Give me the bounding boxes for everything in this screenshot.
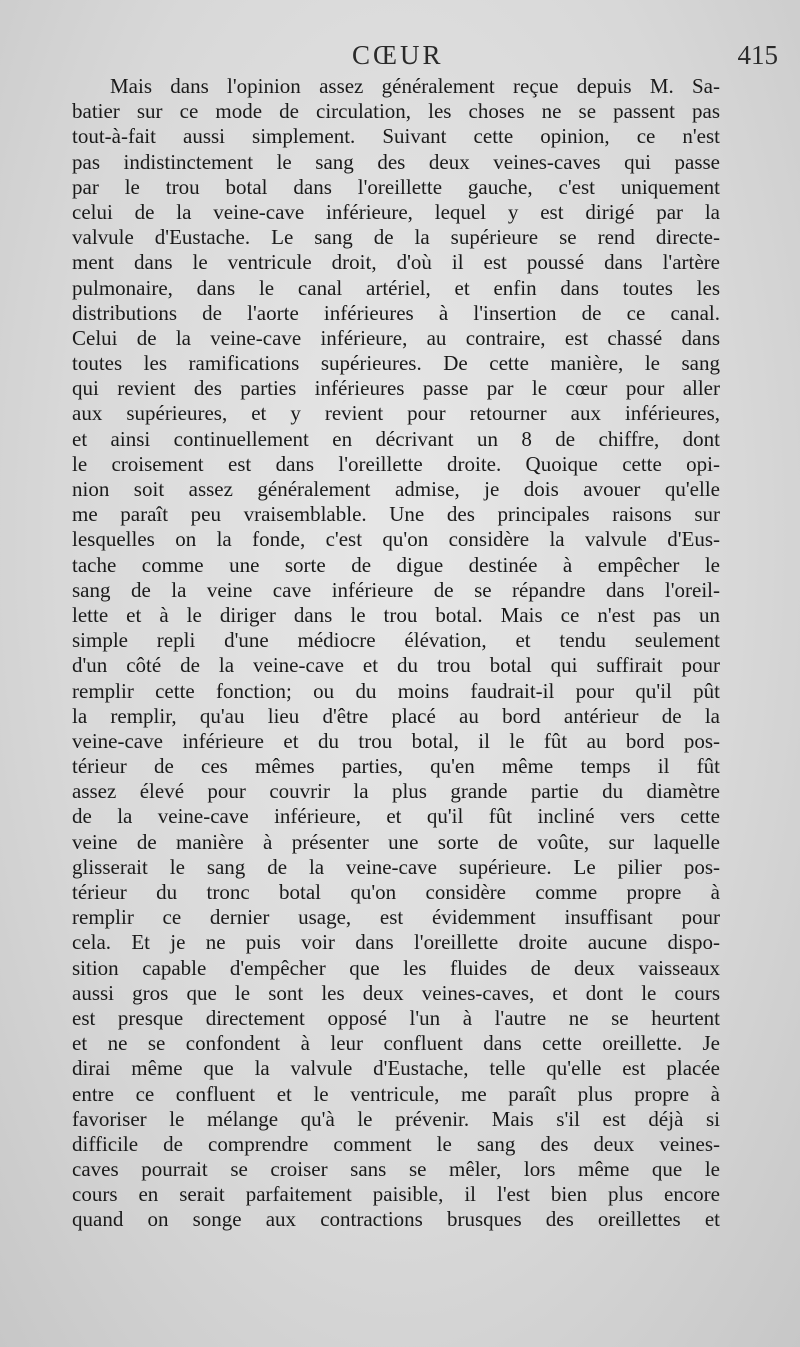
text-line: et ne se confondent à leur confluent dans cette oreillette. Je <box>72 1031 720 1056</box>
text-line: aux supérieures, et y revient pour retourner aux inférieures, <box>72 401 720 426</box>
text-line: pulmonaire, dans le canal artériel, et enfin dans toutes les <box>72 275 720 300</box>
page-header <box>0 40 800 76</box>
text-line: Mais dans l'opinion assez généralement reçue depuis M. Sa- <box>110 74 720 98</box>
running-title: CŒUR <box>352 40 444 70</box>
text-line: ment dans le ventricule droit, d'où il est poussé dans l'artère <box>72 250 720 275</box>
text-line: cours en serait parfaitement paisible, il l'est bien plus encore <box>72 1182 720 1207</box>
text-line: sang de la veine cave inférieure de se répandre dans l'oreil- <box>72 577 720 602</box>
text-line: tache comme une sorte de digue destinée à empêcher le <box>72 552 720 577</box>
text-line: nion soit assez généralement admise, je dois avouer qu'elle <box>72 477 720 501</box>
text-line: toutes les ramifications supérieures. De cette manière, le sang <box>72 351 720 376</box>
page-number: 415 <box>737 40 778 70</box>
text-line: Celui de la veine-cave inférieure, au contraire, est chassé dans <box>72 325 720 350</box>
text-line: cela. Et je ne puis voir dans l'oreillette droite aucune dispo- <box>72 930 720 955</box>
text-line: me paraît peu vraisemblable. Une des principales raisons sur <box>72 502 720 527</box>
text-line: dirai même que la valvule d'Eustache, telle qu'elle est placée <box>72 1056 720 1081</box>
text-line: entre ce confluent et le ventricule, me paraît plus propre à <box>72 1081 720 1106</box>
text-line: lesquelles on la fonde, c'est qu'on considère la valvule d'Eus- <box>72 527 720 552</box>
text-line: et ainsi continuellement en décrivant un 8 de chiffre, dont <box>72 426 720 451</box>
text-line: batier sur ce mode de circulation, les choses ne se passent pas <box>72 99 720 124</box>
text-line: favoriser le mélange qu'à le prévenir. Mais s'il est déjà si <box>72 1106 720 1131</box>
text-line: la remplir, qu'au lieu d'être placé au bord antérieur de la <box>72 703 720 728</box>
text-line: valvule d'Eustache. Le sang de la supérieure se rend directe- <box>72 225 720 250</box>
text-line: par le trou botal dans l'oreillette gauche, c'est uniquement <box>72 174 720 199</box>
text-line: tout-à-fait aussi simplement. Suivant cette opinion, ce n'est <box>72 124 720 149</box>
text-line: aussi gros que le sont les deux veines-caves, et dont le cours <box>72 980 720 1005</box>
text-line: lette et à le diriger dans le trou botal. Mais ce n'est pas un <box>72 602 720 627</box>
text-line: difficile de comprendre comment le sang des deux veines- <box>72 1131 720 1156</box>
text-line: veine-cave inférieure et du trou botal, il le fût au bord pos- <box>72 728 720 753</box>
text-line: pas indistinctement le sang des deux veines-caves qui passe <box>72 149 720 174</box>
text-line: sition capable d'empêcher que les fluides de deux vaisseaux <box>72 955 720 980</box>
text-line: glisserait le sang de la veine-cave supérieure. Le pilier pos- <box>72 854 720 879</box>
text-line: celui de la veine-cave inférieure, lequel y est dirigé par la <box>72 199 720 224</box>
text-line: est presque directement opposé l'un à l'autre ne se heurtent <box>72 1005 720 1030</box>
text-line: quand on songe aux contractions brusques des oreillettes et <box>72 1207 720 1232</box>
text-line: térieur du tronc botal qu'on considère comme propre à <box>72 880 720 904</box>
text-line: remplir ce dernier usage, est évidemment insuffisant pour <box>72 905 720 930</box>
text-line: térieur de ces mêmes parties, qu'en même temps il fût <box>72 754 720 779</box>
text-line: distributions de l'aorte inférieures à l'insertion de ce canal. <box>72 300 720 325</box>
text-line: d'un côté de la veine-cave et du trou botal qui suffirait pour <box>72 653 720 678</box>
text-line: de la veine-cave inférieure, et qu'il fût incliné vers cette <box>72 804 720 829</box>
text-line: remplir cette fonction; ou du moins faudrait-il pour qu'il pût <box>72 678 720 703</box>
text-line: veine de manière à présenter une sorte de voûte, sur laquelle <box>72 829 720 854</box>
text-line: simple repli d'une médiocre élévation, et tendu seulement <box>72 628 720 653</box>
text-line: caves pourrait se croiser sans se mêler, lors même que le <box>72 1157 720 1182</box>
body-paragraph <box>72 74 720 1233</box>
text-line: qui revient des parties inférieures passe par le cœur pour aller <box>72 376 720 401</box>
text-line: le croisement est dans l'oreillette droite. Quoique cette opi- <box>72 451 720 476</box>
text-line: assez élevé pour couvrir la plus grande partie du diamètre <box>72 779 720 804</box>
